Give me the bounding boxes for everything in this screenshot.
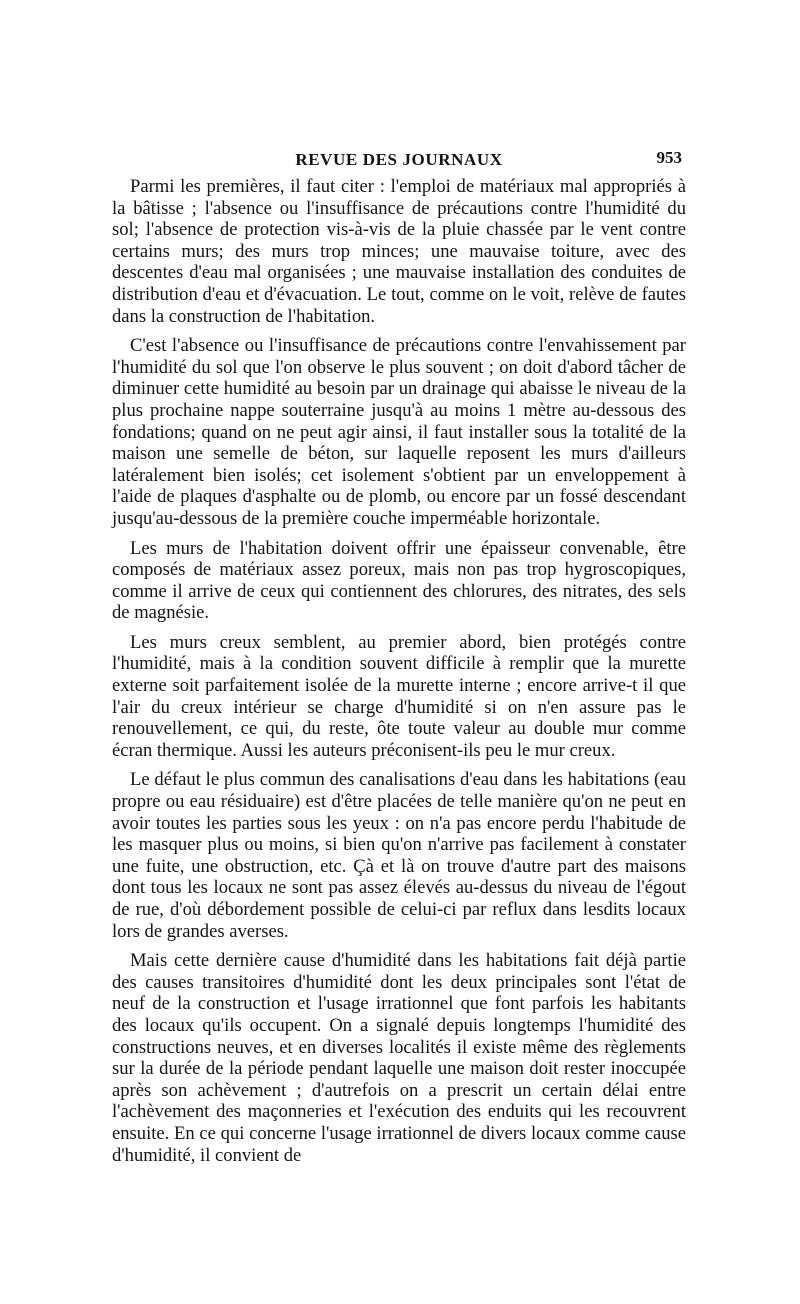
paragraph: Parmi les premières, il faut citer : l'emploi de matériaux mal appropriés à la bâtisse ; l'absence ou l'insuffisance de précautions contre l'humidité du sol; l'absence de protection vis-à-vis de la pluie chassée par le vent contre certains murs; des murs trop minces; une mauvaise toiture, avec des descentes d'eau mal organisées ; une mauvaise installation des conduites de distribution d'eau et d'évacuation. Le tout, comme on le voit, relève de fautes dans la construction de l'habitation. xyxy=(112,176,686,327)
page-number: 953 xyxy=(656,148,682,167)
paragraph: Le défaut le plus commun des canalisations d'eau dans les habitations (eau propre ou eau résiduaire) est d'être placées de telle manière qu'on ne peut en avoir toutes les parties sous les yeux : on n'a pas encore perdu l'habitude de les masquer plus ou moins, si bien qu'on n'arrive pas facilement à constater une fuite, une obstruction, etc. Çà et là on trouve d'autre part des maisons dont tous les locaux ne sont pas assez élevés au-dessus du niveau de l'égout de rue, d'où débordement possible de celui-ci par reflux dans lesdits locaux lors de grandes averses. xyxy=(112,769,686,942)
paragraph: Les murs creux semblent, au premier abord, bien protégés contre l'humidité, mais à la condition souvent difficile à remplir que la murette externe soit parfaitement isolée de la murette interne ; encore arrive-t il que l'air du creux intérieur se charge d'humidité si on n'en assure pas le renouvellement, ce qui, du reste, ôte toute valeur au double mur comme écran thermique. Aussi les auteurs préconisent-ils peu le mur creux. xyxy=(112,631,686,761)
running-head xyxy=(112,142,686,176)
paragraph: Les murs de l'habitation doivent offrir une épaisseur convenable, être composés de matériaux assez poreux, mais non pas trop hygroscopiques, comme il arrive de ceux qui contiennent des chlorures, des nitrates, des sels de magnésie. xyxy=(112,537,686,624)
journal-page xyxy=(112,142,686,1174)
body-text xyxy=(112,176,686,1166)
paragraph: C'est l'absence ou l'insuffisance de précautions contre l'envahissement par l'humidité du sol que l'on observe le plus souvent ; on doit d'abord tâcher de diminuer cette humidité au besoin par un drainage qui abaisse le niveau de la plus prochaine nappe souterraine jusqu'à au moins 1 mètre au-dessous des fondations; quand on ne peut agir ainsi, il faut installer sous la totalité de la maison une semelle de béton, sur laquelle reposent les murs d'ailleurs latéralement bien isolés; cet isolement s'obtient par un enveloppement à l'aide de plaques d'asphalte ou de plomb, ou encore par un fossé descendant jusqu'au-dessous de la première couche imperméable horizontale. xyxy=(112,335,686,529)
paragraph: Mais cette dernière cause d'humidité dans les habitations fait déjà partie des causes transitoires d'humidité dont les deux principales sont l'état de neuf de la construction et l'usage irrationnel que font parfois les habitants des locaux qu'ils occupent. On a signalé depuis longtemps l'humidité des constructions neuves, et en diverses localités il existe même des règlements sur la durée de la période pendant laquelle une maison doit rester inoccupée après son achèvement ; d'autrefois on a prescrit un certain délai entre l'achèvement des maçonneries et l'exécution des enduits qui les recouvrent ensuite. En ce qui concerne l'usage irrationnel de divers locaux comme cause d'humidité, il convient de xyxy=(112,950,686,1166)
running-title: REVUE DES JOURNAUX xyxy=(295,150,503,169)
